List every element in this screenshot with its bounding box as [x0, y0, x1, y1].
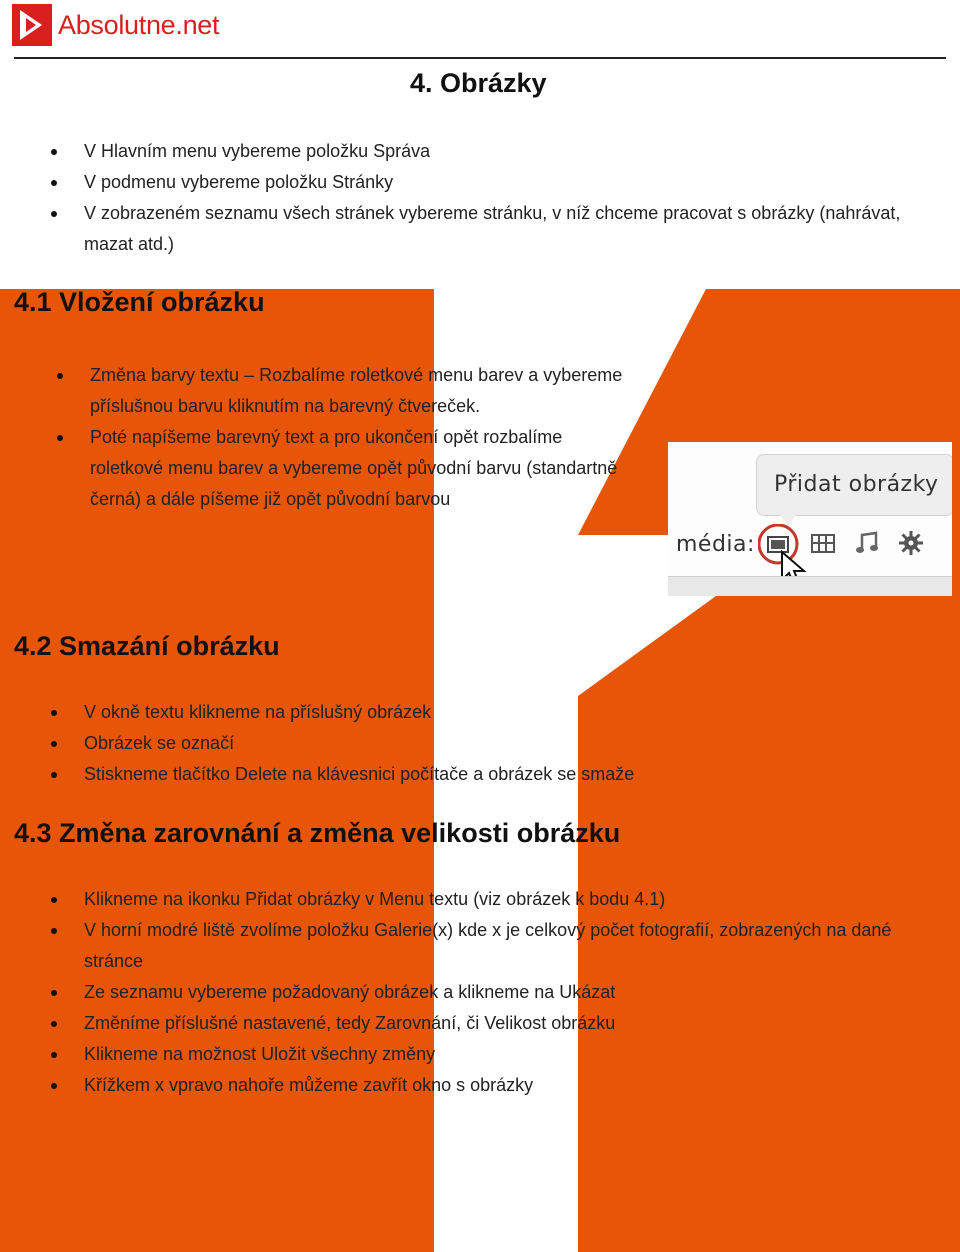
music-icon[interactable]: [854, 530, 880, 556]
section-title-4-1: 4.1 Vložení obrázku: [14, 287, 265, 317]
section-title-4-3: 4.3 Změna zarovnání a změna velikosti obrázku: [14, 818, 621, 848]
list-item: V okně textu klikneme na příslušný obrázek: [51, 697, 771, 728]
tooltip-label: Přidat obrázky: [774, 472, 939, 497]
section-4-2-list: [51, 697, 771, 790]
chapter-title: 4. Obrázky: [410, 68, 547, 98]
intro-list: [51, 136, 911, 260]
logo[interactable]: [12, 4, 219, 46]
section-title-4-2: 4.2 Smazání obrázku: [14, 631, 280, 661]
list-item: Stiskneme tlačítko Delete na klávesnici počítače a obrázek se smaže: [51, 759, 771, 790]
list-item: Klikneme na možnost Uložit všechny změny: [51, 1039, 931, 1070]
add-images-screenshot: [668, 442, 952, 596]
list-item: Obrázek se označí: [51, 728, 771, 759]
gear-icon[interactable]: [898, 530, 924, 556]
list-item: V zobrazeném seznamu všech stránek vybereme stránku, v níž chceme pracovat s obrázky (nahrávat, mazat atd.): [51, 198, 911, 260]
editor-toolbar-row: [668, 576, 952, 596]
list-item: V Hlavním menu vybereme položku Správa: [51, 136, 911, 167]
list-item: V podmenu vybereme položku Stránky: [51, 167, 911, 198]
header-divider: [14, 57, 946, 59]
list-item: Poté napíšeme barevný text a pro ukončení opět rozbalíme roletkové menu barev a vybereme opět původní barvu (standartně černá) a dále píšeme již opět původní barvou: [57, 422, 637, 515]
gallery-icon[interactable]: [810, 532, 836, 556]
list-item: Ze seznamu vybereme požadovaný obrázek a klikneme na Ukázat: [51, 977, 931, 1008]
list-item: Změníme příslušné nastavené, tedy Zarovnání, či Velikost obrázku: [51, 1008, 931, 1039]
media-label: média:: [676, 532, 755, 557]
list-item: Klikneme na ikonku Přidat obrázky v Menu textu (viz obrázek k bodu 4.1): [51, 884, 931, 915]
section-4-3-list: [51, 884, 931, 1101]
section-4-1-list: [57, 360, 637, 515]
logo-text: Absolutne.net: [58, 9, 220, 40]
list-item: Změna barvy textu – Rozbalíme roletkové menu barev a vybereme příslušnou barvu kliknutím na barevný čtvereček.: [57, 360, 637, 422]
absolutne-logo-icon: [12, 4, 52, 46]
list-item: V horní modré liště zvolíme položku Galerie(x) kde x je celkový počet fotografií, zobrazených na dané stránce: [51, 915, 931, 977]
list-item: Křížkem x vpravo nahoře můžeme zavřít okno s obrázky: [51, 1070, 931, 1101]
page-header: [0, 0, 960, 60]
